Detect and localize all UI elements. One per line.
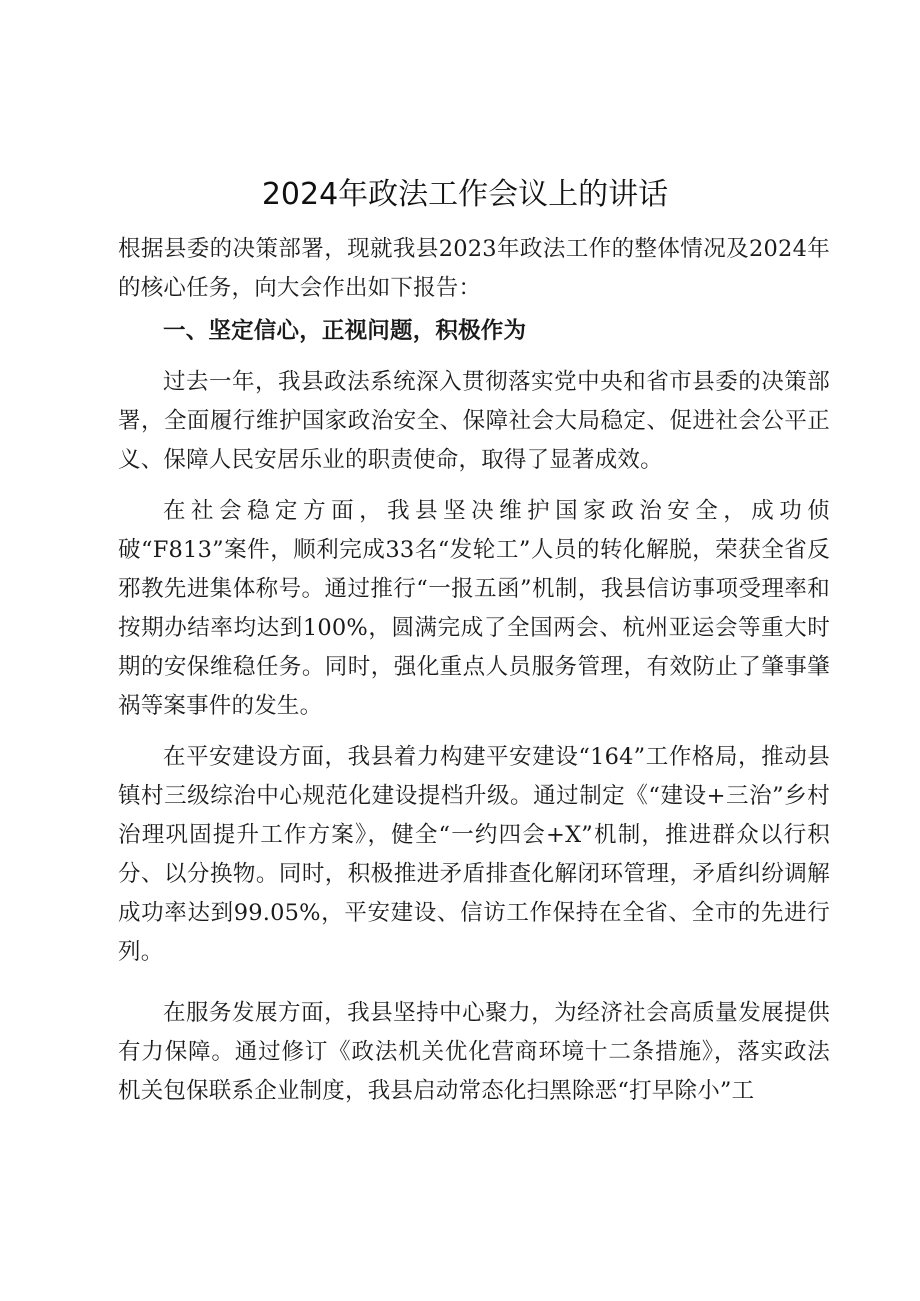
paragraph-service-development: 在服务发展方面，我县坚持中心聚力，为经济社会高质量发展提供有力保障。通过修订《政法机关优化营商环境十二条措施》，落实政法机关包保联系企业制度，我县启动常态化扫黑除恶“打早除小”工	[118, 1000, 830, 1104]
paragraph-safety-building: 在平安建设方面，我县着力构建平安建设“164”工作格局，推动县镇村三级综治中心规范化建设提档升级。通过制定《“建设+三治”乡村治理巩固提升工作方案》，健全“一约四会+X”机制，推进群众以行积分、以分换物。同时，积极推进矛盾排查化解闭环管理，矛盾纠纷调解成功率达到99.05%，平安建设、信访工作保持在全省、全市的先进行列。	[118, 744, 830, 965]
paragraph-overview: 过去一年，我县政法系统深入贯彻落实党中央和省市县委的决策部署，全面履行维护国家政治安全、保障社会大局稳定、促进社会公平正义、保障人民安居乐业的职责使命，取得了显著成效。	[118, 369, 830, 473]
intro-paragraph: 根据县委的决策部署，现就我县2023年政法工作的整体情况及2024年的核心任务，向大会作出如下报告：	[118, 236, 830, 301]
section-heading: 一、坚定信心，正视问题，积极作为	[163, 318, 527, 344]
document-body	[118, 230, 830, 1111]
paragraph-social-stability: 在社会稳定方面，我县坚决维护国家政治安全，成功侦破“F813”案件，顺利完成33名“发轮工”人员的转化解脱，荣获全省反邪教先进集体称号。通过推行“一报五函”机制，我县信访事项受理率和按期办结率均达到100%，圆满完成了全国两会、杭州亚运会等重大时期的安保维稳任务。同时，强化重点人员服务管理，有效防止了肇事肇祸等案事件的发生。	[118, 498, 830, 719]
document-title: 2024年政法工作会议上的讲话	[261, 177, 669, 212]
